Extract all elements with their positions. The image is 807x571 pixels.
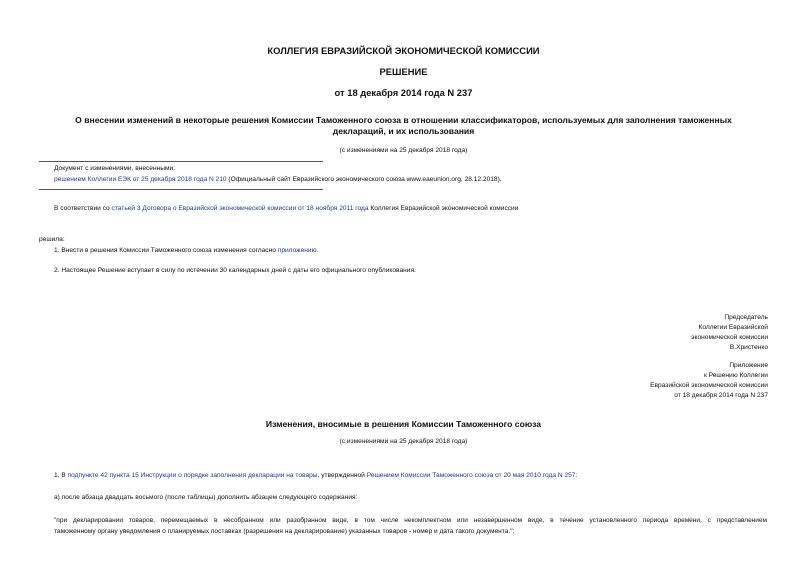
preamble xyxy=(54,205,518,212)
preamble-suffix: Коллегия Евразийской экономической комиссии xyxy=(368,205,519,212)
item-1 xyxy=(54,247,318,254)
preamble-prefix: В соответствии со xyxy=(54,205,112,212)
appendix-p1 xyxy=(54,472,577,479)
quote-line1: "при декларировании товаров, перемещаемых в несобранном или разобранном виде, в том числе некомплектном или незавершенном виде, в течение установленного периода времени, с представлением xyxy=(54,517,767,524)
changes-label: Документ с изменениями, внесенными: xyxy=(54,165,176,172)
changes-link[interactable]: решением Коллегии ЕЭК от 25 декабря 2018 года N 210 xyxy=(54,176,227,183)
signature-block xyxy=(691,313,768,353)
appendix-p2: а) после абзаца двадцать восьмого (после таблицы) дополнить абзацем следующего содержания: xyxy=(54,494,358,501)
doc-title-line1: О внесении изменений в некоторые решения Комиссии Таможенного союза в отношении классификаторов, используемых для заполнения таможенных xyxy=(75,115,732,125)
p1-mid: , утвержденной xyxy=(317,472,367,479)
doc-type: РЕШЕНИЕ xyxy=(379,66,428,77)
changes-note: (с изменениями на 25 декабря 2018 года) xyxy=(339,147,468,154)
appendix-ref-line2: к Решению Коллегии xyxy=(703,372,768,379)
signature-name: В.Христенко xyxy=(729,344,768,351)
changes-rest: (Официальный сайт Евразийского экономического союза www.eaeunion.org, 28.12.2018). xyxy=(226,176,502,183)
decided-label: решила: xyxy=(39,236,65,243)
appendix-link[interactable]: приложению xyxy=(277,247,317,254)
changes-source xyxy=(54,176,502,183)
signature-line3: экономической комиссии xyxy=(691,334,768,341)
item-1-suffix: . xyxy=(316,247,319,254)
instruction-link[interactable]: подпункте 42 пункта 15 Инструкции о порядке заполнения декларации на товары xyxy=(67,472,318,479)
item-2: 2. Настоящее Решение вступает в силу по истечении 30 календарных дней с даты его официального опубликования. xyxy=(54,267,416,274)
decision-257-link[interactable]: Решением Комиссии Таможенного союза от 20 мая 2010 года N 257 xyxy=(366,472,576,479)
signature-line2: Коллегии Евразийской xyxy=(698,324,768,331)
appendix-ref-line1: Приложение xyxy=(729,362,768,369)
appendix-changes-note: (с изменениями на 25 декабря 2018 года) xyxy=(339,438,468,445)
treaty-link[interactable]: статьей 3 Договора о Евразийской экономической комиссии от 18 ноября 2011 года xyxy=(111,205,369,212)
doc-title-line2: деклараций, и их использования xyxy=(332,126,475,136)
item-1-text: 1. Внести в решения Комиссии Таможенного союза изменения согласно xyxy=(54,247,278,254)
quote-line2: таможенному органу уведомления о планируемых поставках (разрешения на декларирование) указанных товаров - номер и дата такого документа."; xyxy=(54,528,515,535)
bottom-divider xyxy=(39,189,323,190)
top-divider xyxy=(39,161,323,162)
appendix-ref-line4: от 18 декабря 2014 года N 237 xyxy=(674,392,768,399)
appendix-title: Изменения, вносимые в решения Комиссии Таможенного союза xyxy=(265,419,542,429)
doc-date-number: от 18 декабря 2014 года N 237 xyxy=(334,87,473,98)
signature-line1: Председатель xyxy=(724,314,768,321)
appendix-quote xyxy=(54,515,767,537)
appendix-ref-line3: Евразийской экономической комиссии xyxy=(650,382,768,389)
org-name: КОЛЛЕГИЯ ЕВРАЗИЙСКОЙ ЭКОНОМИЧЕСКОЙ КОМИССИИ xyxy=(267,45,540,56)
p1-suffix: : xyxy=(575,472,578,479)
p1-prefix: 1. В xyxy=(54,472,68,479)
appendix-ref-block xyxy=(650,361,768,401)
